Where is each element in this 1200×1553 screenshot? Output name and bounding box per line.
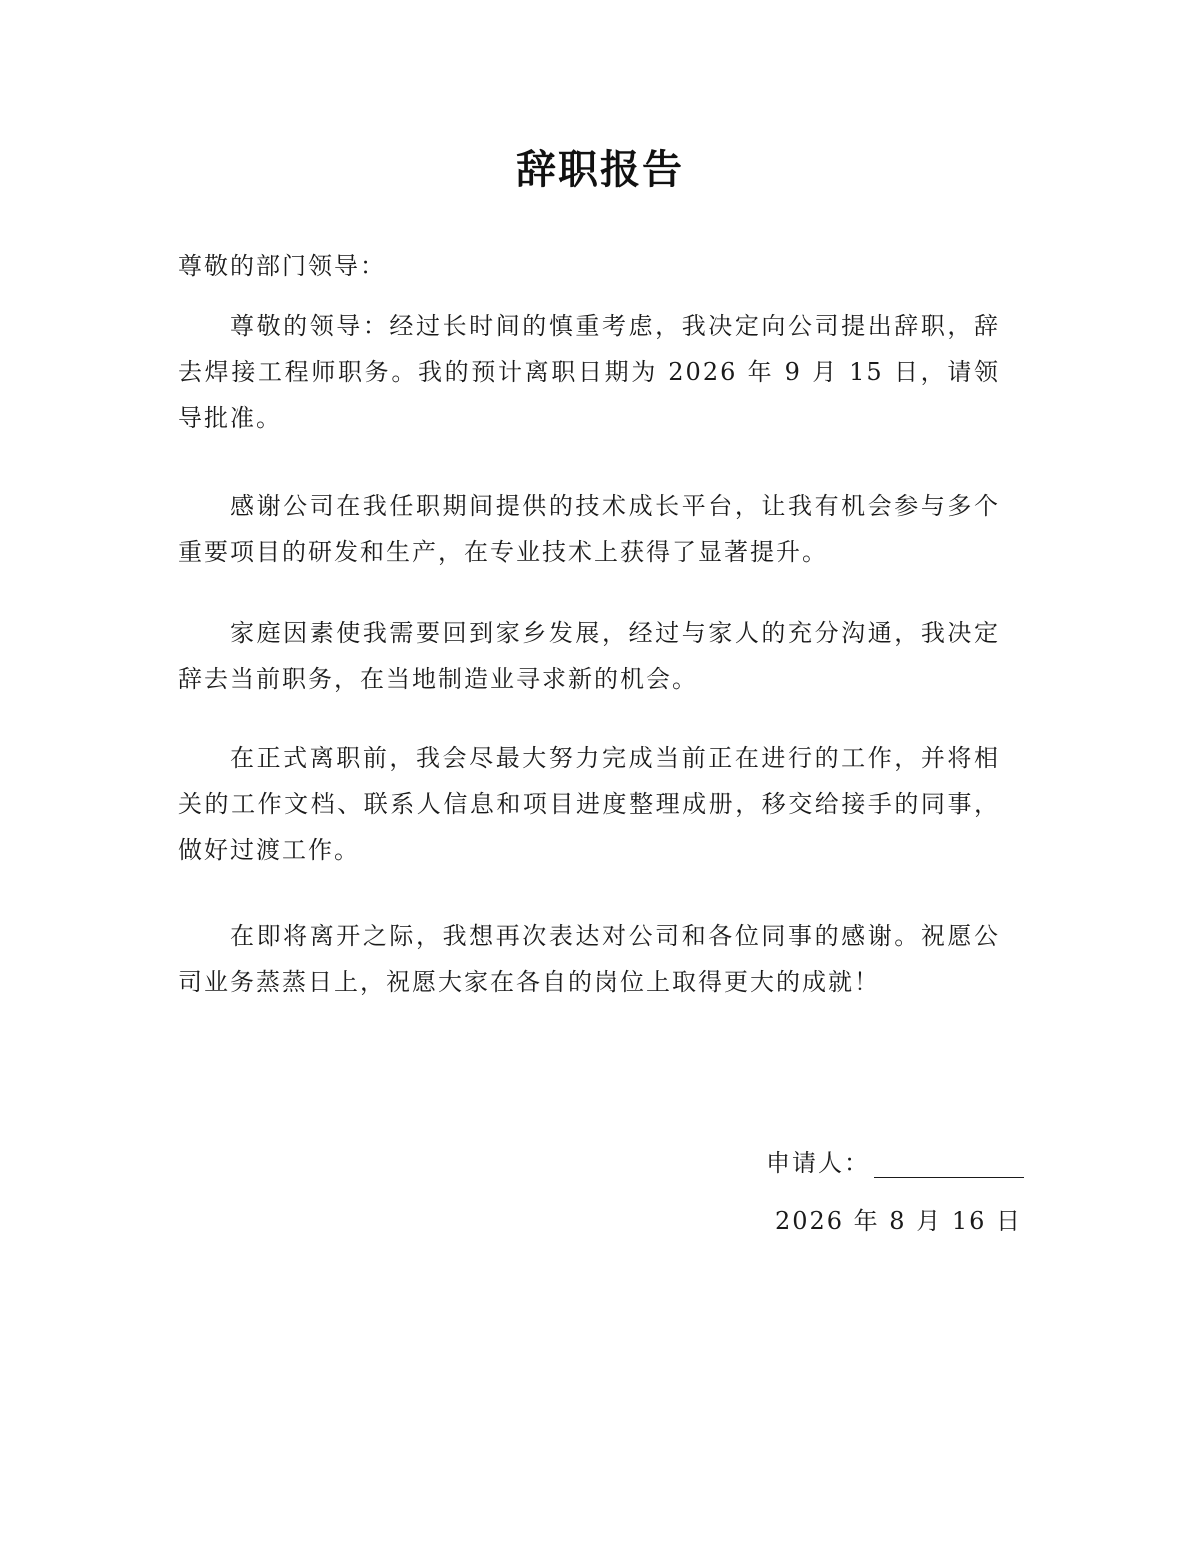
signature-label: 申请人： <box>766 1149 870 1177</box>
salutation: 尊敬的部门领导： <box>178 252 386 280</box>
document-date: 2026 年 8 月 16 日 <box>774 1207 1022 1235</box>
signature-line <box>874 1147 1024 1178</box>
signature-block <box>766 1140 1024 1186</box>
paragraph-resignation-intent: 尊敬的领导：经过长时间的慎重考虑，我决定向公司提出辞职，辞去焊接工程师职务。我的预计离职日期为 2026 年 9 月 15 日，请领导批准。 <box>178 312 1000 432</box>
paragraph-reason: 家庭因素使我需要回到家乡发展，经过与家人的充分沟通，我决定辞去当前职务，在当地制造业寻求新的机会。 <box>178 619 1000 693</box>
paragraph-handover: 在正式离职前，我会尽最大努力完成当前正在进行的工作，并将相关的工作文档、联系人信息和项目进度整理成册，移交给接手的同事，做好过渡工作。 <box>178 744 1000 864</box>
paragraph-gratitude: 感谢公司在我任职期间提供的技术成长平台，让我有机会参与多个重要项目的研发和生产，在专业技术上获得了显著提升。 <box>178 492 1000 566</box>
paragraph-closing-wishes: 在即将离开之际，我想再次表达对公司和各位同事的感谢。祝愿公司业务蒸蒸日上，祝愿大家在各自的岗位上取得更大的成就！ <box>178 922 1000 996</box>
document-title: 辞职报告 <box>516 147 684 193</box>
